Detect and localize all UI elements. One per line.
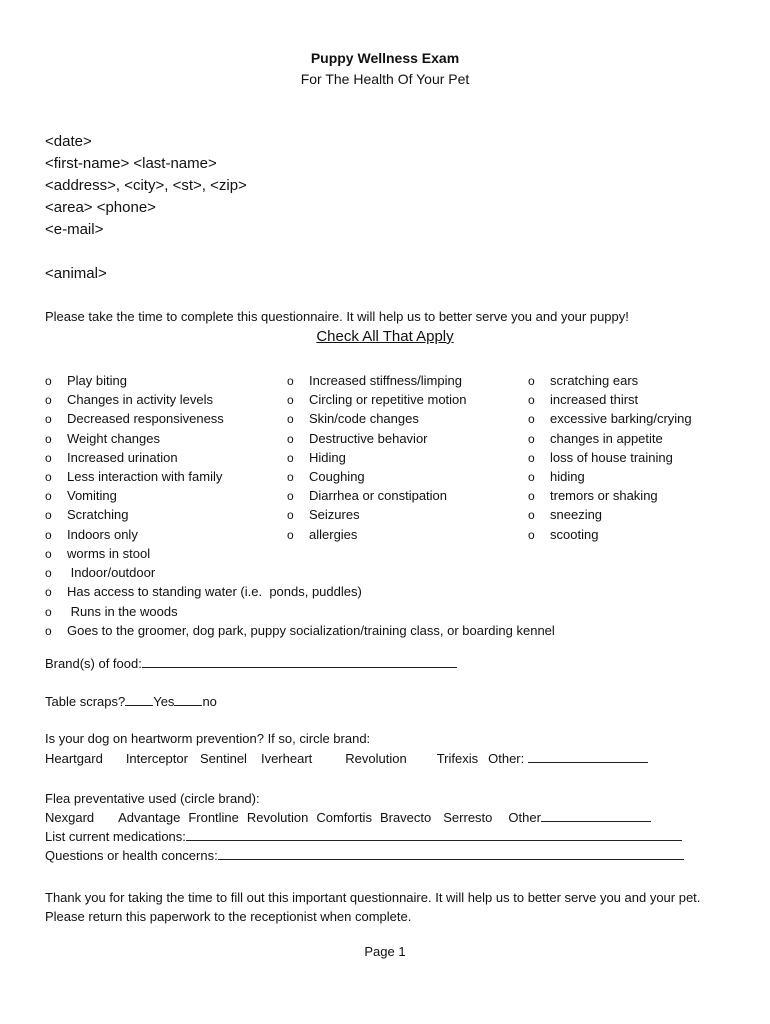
checklist-item[interactable]: o Changes in activity levels xyxy=(45,390,224,409)
checkbox-bullet: o xyxy=(45,412,52,427)
scraps-label: Table scraps? xyxy=(45,694,126,709)
flea-brand[interactable]: Advantage xyxy=(118,810,181,825)
checklist-extra xyxy=(45,544,555,640)
checklist-item[interactable]: o Goes to the groomer, dog park, puppy socialization/training class, or boarding kennel xyxy=(45,621,555,640)
flea-other-field[interactable] xyxy=(541,809,651,822)
flea-other-label: Other xyxy=(508,810,541,825)
checkbox-bullet: o xyxy=(45,450,52,465)
scraps-no-blank[interactable] xyxy=(174,693,202,706)
checklist-item[interactable]: o Vomiting xyxy=(45,486,224,505)
contact-block xyxy=(45,131,247,241)
heartworm-brand[interactable]: Sentinel xyxy=(199,751,247,766)
email-placeholder: <e-mail> xyxy=(45,221,104,238)
checkbox-bullet: o xyxy=(287,527,294,542)
flea-brand[interactable]: Revolution xyxy=(246,810,309,825)
checklist-item[interactable]: o scooting xyxy=(528,525,692,544)
scraps-yes: Yes xyxy=(153,694,175,709)
checkbox-bullet: o xyxy=(528,412,535,427)
heartworm-brand[interactable]: Trifexis xyxy=(436,751,479,766)
checkbox-bullet: o xyxy=(45,431,52,446)
checkbox-bullet: o xyxy=(528,469,535,484)
heartworm-brands-row xyxy=(45,750,648,766)
check-heading: Check All That Apply xyxy=(316,328,454,345)
checklist-item[interactable]: o Circling or repetitive motion xyxy=(287,390,467,409)
name-placeholder: <first-name> <last-name> xyxy=(45,155,217,172)
checkbox-bullet: o xyxy=(287,374,294,388)
flea-brand[interactable]: Frontline xyxy=(188,810,239,825)
flea-question: Flea preventative used (circle brand): xyxy=(45,791,260,806)
food-row xyxy=(45,655,457,671)
checklist-item[interactable]: o Coughing xyxy=(287,467,467,486)
checkbox-bullet: o xyxy=(287,412,294,427)
checkbox-bullet: o xyxy=(45,469,52,484)
checkbox-bullet: o xyxy=(287,489,294,504)
closing-paragraph: Thank you for taking the time to fill out this important questionnaire. It will help us to better serve you and your pet. Please return this paperwork to the receptionist when complete. xyxy=(45,890,701,924)
flea-brand[interactable]: Comfortis xyxy=(316,810,372,825)
checklist-item[interactable]: o Skin/code changes xyxy=(287,409,467,428)
checkbox-bullet: o xyxy=(45,547,52,561)
checklist-item[interactable]: o Destructive behavior xyxy=(287,429,467,448)
checklist-item[interactable]: o Weight changes xyxy=(45,429,224,448)
document-title: Puppy Wellness Exam xyxy=(310,50,460,66)
checklist-item[interactable]: o Less interaction with family xyxy=(45,467,224,486)
checklist-item[interactable]: o Hiding xyxy=(287,448,467,467)
heartworm-brand[interactable]: Iverheart xyxy=(260,751,313,766)
checkbox-bullet: o xyxy=(528,450,535,465)
checklist-column-1 xyxy=(45,371,224,544)
flea-brand[interactable]: Bravecto xyxy=(379,810,432,825)
animal-placeholder: <animal> xyxy=(45,265,107,282)
checkbox-bullet: o xyxy=(45,489,52,504)
heartworm-question: Is your dog on heartworm prevention? If so, circle brand: xyxy=(45,731,371,746)
concerns-label: Questions or health concerns: xyxy=(45,848,218,863)
checklist-item[interactable]: o allergies xyxy=(287,525,467,544)
checkbox-bullet: o xyxy=(528,527,535,542)
checklist-item[interactable]: o Runs in the woods xyxy=(45,602,555,621)
checklist-column-2 xyxy=(287,371,467,544)
concerns-row xyxy=(45,847,684,863)
page-number: Page 1 xyxy=(364,944,406,959)
medications-row xyxy=(45,828,682,844)
checkbox-bullet: o xyxy=(45,527,52,542)
heartworm-brand[interactable]: Interceptor xyxy=(125,751,188,766)
checklist-item[interactable]: o Diarrhea or constipation xyxy=(287,486,467,505)
flea-brand[interactable]: Serresto xyxy=(443,810,493,825)
checklist-item[interactable]: o changes in appetite xyxy=(528,429,692,448)
checkbox-bullet: o xyxy=(528,508,535,523)
checkbox-bullet: o xyxy=(287,431,294,446)
checklist-item[interactable]: o hiding xyxy=(528,467,692,486)
heartworm-brand[interactable]: Revolution xyxy=(345,751,407,766)
address-placeholder: <address>, <city>, <st>, <zip> xyxy=(45,177,247,194)
checklist-item[interactable]: o Indoor/outdoor xyxy=(45,563,555,582)
flea-brands-row xyxy=(45,809,651,825)
scraps-no: no xyxy=(202,694,217,709)
checkbox-bullet: o xyxy=(45,585,52,600)
checklist-item[interactable]: o worms in stool xyxy=(45,544,555,563)
food-label: Brand(s) of food: xyxy=(45,656,142,671)
checklist-item[interactable]: o Decreased responsiveness xyxy=(45,409,224,428)
phone-placeholder: <area> <phone> xyxy=(45,199,156,216)
scraps-yes-blank[interactable] xyxy=(125,693,153,706)
checkbox-bullet: o xyxy=(287,508,294,523)
medications-field[interactable] xyxy=(186,828,682,841)
checklist-item[interactable]: o Increased stiffness/limping xyxy=(287,371,467,390)
checkbox-bullet: o xyxy=(528,393,535,408)
checklist-item[interactable]: o scratching ears xyxy=(528,371,692,390)
checkbox-bullet: o xyxy=(45,604,52,619)
checklist-column-3 xyxy=(528,371,692,544)
food-field[interactable] xyxy=(142,655,457,668)
heartworm-other-field[interactable] xyxy=(528,750,648,763)
scraps-row xyxy=(45,693,217,709)
concerns-field[interactable] xyxy=(218,847,684,860)
checklist-item[interactable]: o Scratching xyxy=(45,505,224,524)
checklist-item[interactable]: o Play biting xyxy=(45,371,224,390)
intro-text: Please take the time to complete this questionnaire. It will help us to better serve you and your puppy! xyxy=(45,309,629,324)
flea-brand[interactable]: Nexgard xyxy=(45,810,95,825)
checkbox-bullet: o xyxy=(287,450,294,465)
checklist-item[interactable]: o Increased urination xyxy=(45,448,224,467)
checkbox-bullet: o xyxy=(45,508,52,523)
checkbox-bullet: o xyxy=(45,374,52,388)
checklist-item[interactable]: o Indoors only xyxy=(45,525,224,544)
heartworm-other-label: Other: xyxy=(488,751,525,766)
checklist-item[interactable]: o Seizures xyxy=(287,505,467,524)
medications-label: List current medications: xyxy=(45,829,186,844)
checkbox-bullet: o xyxy=(45,566,52,581)
checkbox-bullet: o xyxy=(287,393,294,408)
checkbox-bullet: o xyxy=(45,623,52,638)
document-subtitle: For The Health Of Your Pet xyxy=(300,71,470,87)
checklist-item[interactable]: o increased thirst xyxy=(528,390,692,409)
checklist-item[interactable]: o sneezing xyxy=(528,505,692,524)
checkbox-bullet: o xyxy=(287,469,294,484)
date-placeholder: <date> xyxy=(45,133,92,150)
checkbox-bullet: o xyxy=(528,431,535,446)
checkbox-bullet: o xyxy=(528,374,535,388)
checklist-item[interactable]: o tremors or shaking xyxy=(528,486,692,505)
checklist-item[interactable]: o excessive barking/crying xyxy=(528,409,692,428)
heartworm-brand[interactable]: Heartgard xyxy=(45,751,103,766)
checklist-item[interactable]: o Has access to standing water (i.e. ponds, puddles) xyxy=(45,582,555,601)
checkbox-bullet: o xyxy=(528,489,535,504)
checklist-item[interactable]: o loss of house training xyxy=(528,448,692,467)
checkbox-bullet: o xyxy=(45,393,52,408)
